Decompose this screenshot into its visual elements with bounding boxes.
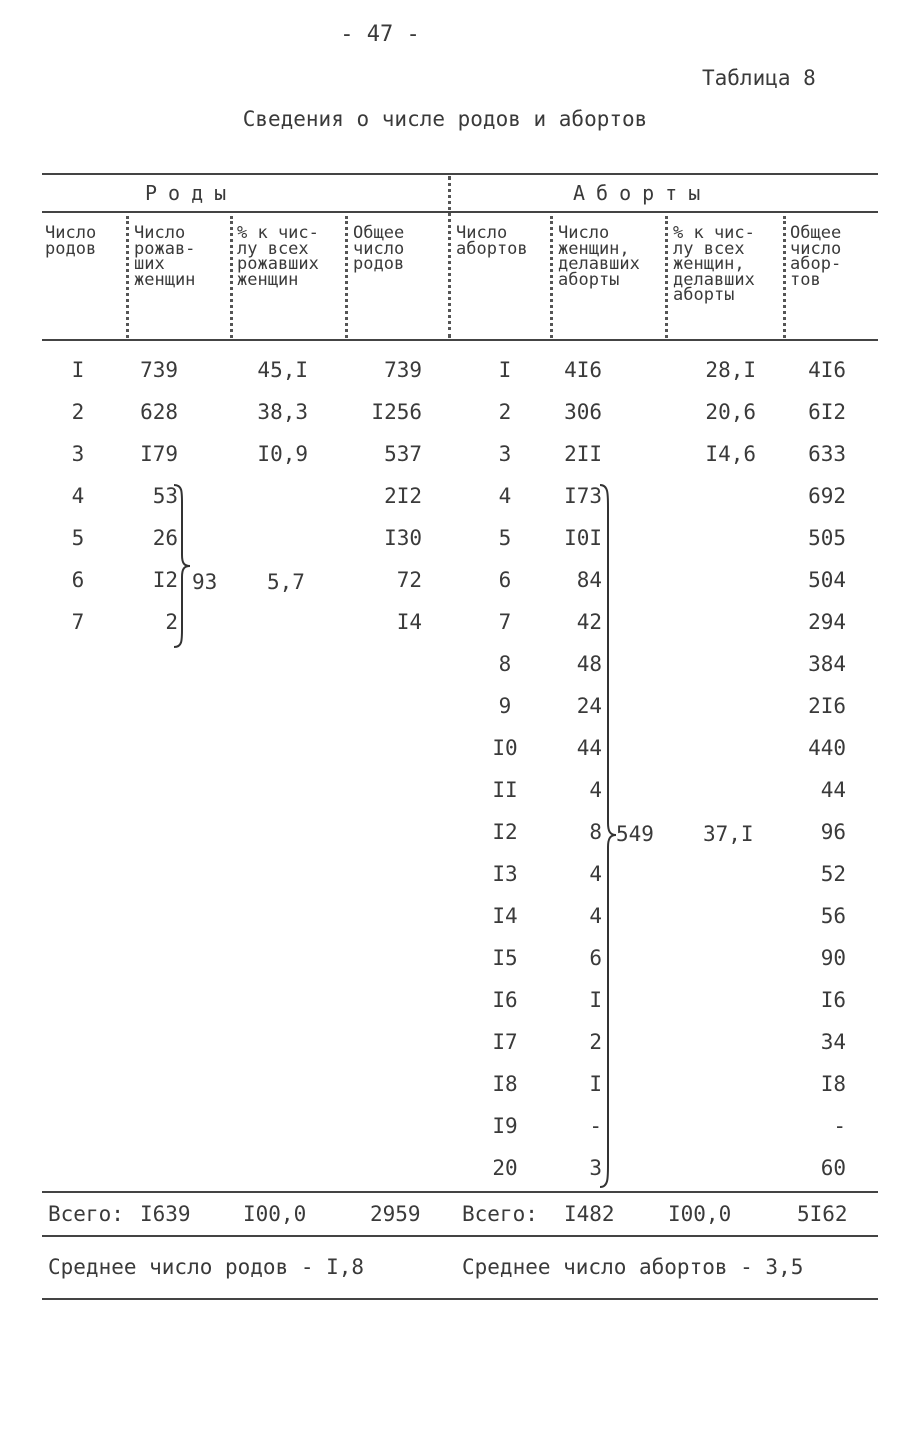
- abortions-average: Среднее число абортов - 3,5: [462, 1255, 804, 1279]
- abortions-count-cell: I5: [492, 946, 518, 970]
- abortions-group-header: Аборты: [573, 181, 712, 205]
- abortions-total-women: I482: [564, 1202, 615, 1226]
- births-women-cell: 739: [140, 358, 178, 382]
- header-births-percent: % к чис- лу всех рожавших женщин: [237, 223, 319, 290]
- births-total-cell: 2I2: [384, 484, 422, 508]
- abortions-count-cell: 8: [498, 652, 512, 676]
- births-total-cell: I256: [371, 400, 422, 424]
- table-label: Таблица 8: [702, 66, 816, 90]
- abortions-women-cell: -: [589, 1114, 602, 1138]
- column-divider: [345, 216, 348, 338]
- abortions-women-cell: 2II: [564, 442, 602, 466]
- abortions-count-cell: I7: [492, 1030, 518, 1054]
- abortions-group-percent: 37,I: [703, 822, 754, 846]
- abortions-women-cell: 84: [576, 568, 602, 592]
- abortions-women-cell: I73: [564, 484, 602, 508]
- births-total-label: Всего:: [48, 1202, 124, 1226]
- table-row: [0, 778, 924, 820]
- table-row: [0, 442, 924, 484]
- abortions-total-cell: 504: [808, 568, 846, 592]
- table-bottom-rule: [42, 1298, 878, 1300]
- abortions-total-label: Всего:: [462, 1202, 538, 1226]
- table-row: [0, 484, 924, 526]
- abortions-women-cell: I0I: [564, 526, 602, 550]
- abortions-count-cell: I: [498, 358, 512, 382]
- births-count-cell: 5: [71, 526, 85, 550]
- abortions-count-cell: 9: [498, 694, 512, 718]
- abortions-total-cell: I8: [820, 1072, 846, 1096]
- column-header-rule: [42, 339, 878, 341]
- births-count-cell: 4: [71, 484, 85, 508]
- column-divider: [783, 216, 786, 338]
- births-women-cell: 26: [152, 526, 178, 550]
- births-total-births: 2959: [370, 1202, 421, 1226]
- header-abortions-total: Общее число абор- тов: [790, 223, 842, 290]
- abortions-count-cell: I4: [492, 904, 518, 928]
- births-total-cell: I4: [396, 610, 422, 634]
- births-total-percent: I00,0: [243, 1202, 307, 1226]
- abortions-total-cell: 440: [808, 736, 846, 760]
- births-women-cell: I79: [140, 442, 178, 466]
- births-count-cell: 2: [71, 400, 85, 424]
- abortions-women-cell: 24: [576, 694, 602, 718]
- abortions-count-cell: I9: [492, 1114, 518, 1138]
- births-women-cell: I2: [152, 568, 178, 592]
- abortions-total-cell: 633: [808, 442, 846, 466]
- table-row: [0, 358, 924, 400]
- abortions-total-cell: 34: [820, 1030, 846, 1054]
- births-total-women: I639: [140, 1202, 191, 1226]
- table-title: Сведения о числе родов и абортов: [242, 107, 648, 131]
- births-total-cell: 739: [384, 358, 422, 382]
- table-top-rule: [42, 173, 878, 175]
- abortions-total-cell: 44: [820, 778, 846, 802]
- table-row: [0, 1030, 924, 1072]
- abortions-women-cell: 4I6: [564, 358, 602, 382]
- header-births-count: Число родов: [45, 223, 97, 259]
- totals-bottom-rule: [42, 1235, 878, 1237]
- abortions-count-cell: I6: [492, 988, 518, 1012]
- abortions-percent-cell: 28,I: [705, 358, 756, 382]
- column-divider: [230, 216, 233, 338]
- births-count-cell: 6: [71, 568, 85, 592]
- abortions-total-cell: 4I6: [808, 358, 846, 382]
- table-row: [0, 526, 924, 568]
- births-count-cell: I: [71, 358, 85, 382]
- abortions-women-cell: 42: [576, 610, 602, 634]
- abortions-total-percent: I00,0: [668, 1202, 732, 1226]
- abortions-women-cell: 48: [576, 652, 602, 676]
- births-group-brace: [172, 483, 194, 649]
- section-divider: [448, 176, 451, 338]
- births-women-cell: 2: [165, 610, 178, 634]
- abortions-count-cell: 3: [498, 442, 512, 466]
- abortions-women-cell: 8: [589, 820, 602, 844]
- abortions-total-count: 5I62: [797, 1202, 848, 1226]
- births-total-cell: 72: [396, 568, 422, 592]
- births-percent-cell: 45,I: [257, 358, 308, 382]
- abortions-total-cell: 52: [820, 862, 846, 886]
- abortions-count-cell: 5: [498, 526, 512, 550]
- abortions-count-cell: 6: [498, 568, 512, 592]
- table-row: [0, 1072, 924, 1114]
- abortions-total-cell: 384: [808, 652, 846, 676]
- table-row: [0, 736, 924, 778]
- table-row: [0, 1156, 924, 1198]
- abortions-count-cell: I2: [492, 820, 518, 844]
- abortions-count-cell: 20: [492, 1156, 518, 1180]
- header-abortions-percent: % к чис- лу всех женщин, делавших аборты: [673, 223, 755, 305]
- abortions-women-cell: 306: [564, 400, 602, 424]
- births-average: Среднее число родов - I,8: [48, 1255, 365, 1279]
- table-row: [0, 652, 924, 694]
- abortions-total-cell: 60: [820, 1156, 846, 1180]
- table-row: [0, 904, 924, 946]
- abortions-women-cell: 6: [589, 946, 602, 970]
- column-divider: [665, 216, 668, 338]
- births-women-cell: 628: [140, 400, 178, 424]
- abortions-total-cell: 2I6: [808, 694, 846, 718]
- table-row: [0, 820, 924, 862]
- abortions-women-cell: I: [589, 988, 602, 1012]
- page-number: - 47 -: [340, 22, 420, 47]
- abortions-total-cell: 6I2: [808, 400, 846, 424]
- group-header-rule: [42, 211, 878, 213]
- column-divider: [126, 216, 129, 338]
- abortions-percent-cell: 20,6: [705, 400, 756, 424]
- abortions-count-cell: 2: [498, 400, 512, 424]
- abortions-women-cell: 44: [576, 736, 602, 760]
- abortions-total-cell: 294: [808, 610, 846, 634]
- header-abortions-women: Число женщин, делавших аборты: [558, 223, 640, 290]
- table-row: [0, 946, 924, 988]
- table-row: [0, 400, 924, 442]
- abortions-percent-cell: I4,6: [705, 442, 756, 466]
- abortions-women-cell: 4: [589, 904, 602, 928]
- abortions-count-cell: 7: [498, 610, 512, 634]
- births-percent-cell: I0,9: [257, 442, 308, 466]
- births-group-total: 93: [192, 570, 218, 594]
- births-count-cell: 7: [71, 610, 85, 634]
- table-row: [0, 862, 924, 904]
- abortions-women-cell: 4: [589, 778, 602, 802]
- abortions-total-cell: 505: [808, 526, 846, 550]
- births-count-cell: 3: [71, 442, 85, 466]
- table-row: [0, 1114, 924, 1156]
- abortions-women-cell: 2: [589, 1030, 602, 1054]
- table-row: [0, 568, 924, 610]
- table-row: [0, 610, 924, 652]
- abortions-total-cell: 90: [820, 946, 846, 970]
- abortions-women-cell: 3: [589, 1156, 602, 1180]
- births-percent-cell: 38,3: [257, 400, 308, 424]
- births-women-cell: 53: [152, 484, 178, 508]
- abortions-count-cell: I3: [492, 862, 518, 886]
- header-abortions-count: Число абортов: [456, 223, 528, 259]
- abortions-total-cell: 56: [820, 904, 846, 928]
- column-divider: [550, 216, 553, 338]
- abortions-total-cell: -: [833, 1114, 846, 1138]
- abortions-total-cell: 96: [820, 820, 846, 844]
- abortions-total-cell: I6: [820, 988, 846, 1012]
- abortions-count-cell: I8: [492, 1072, 518, 1096]
- abortions-total-cell: 692: [808, 484, 846, 508]
- abortions-women-cell: I: [589, 1072, 602, 1096]
- abortions-women-cell: 4: [589, 862, 602, 886]
- table-row: [0, 988, 924, 1030]
- header-births-women: Число рожав- ших женщин: [134, 223, 196, 290]
- header-births-total: Общее число родов: [353, 223, 405, 274]
- births-total-cell: I30: [384, 526, 422, 550]
- abortions-count-cell: II: [492, 778, 518, 802]
- abortions-group-total: 549: [616, 822, 654, 846]
- births-group-header: Роды: [145, 181, 238, 205]
- abortions-count-cell: 4: [498, 484, 512, 508]
- births-group-percent: 5,7: [267, 570, 305, 594]
- births-total-cell: 537: [384, 442, 422, 466]
- table-row: [0, 694, 924, 736]
- abortions-count-cell: I0: [492, 736, 518, 760]
